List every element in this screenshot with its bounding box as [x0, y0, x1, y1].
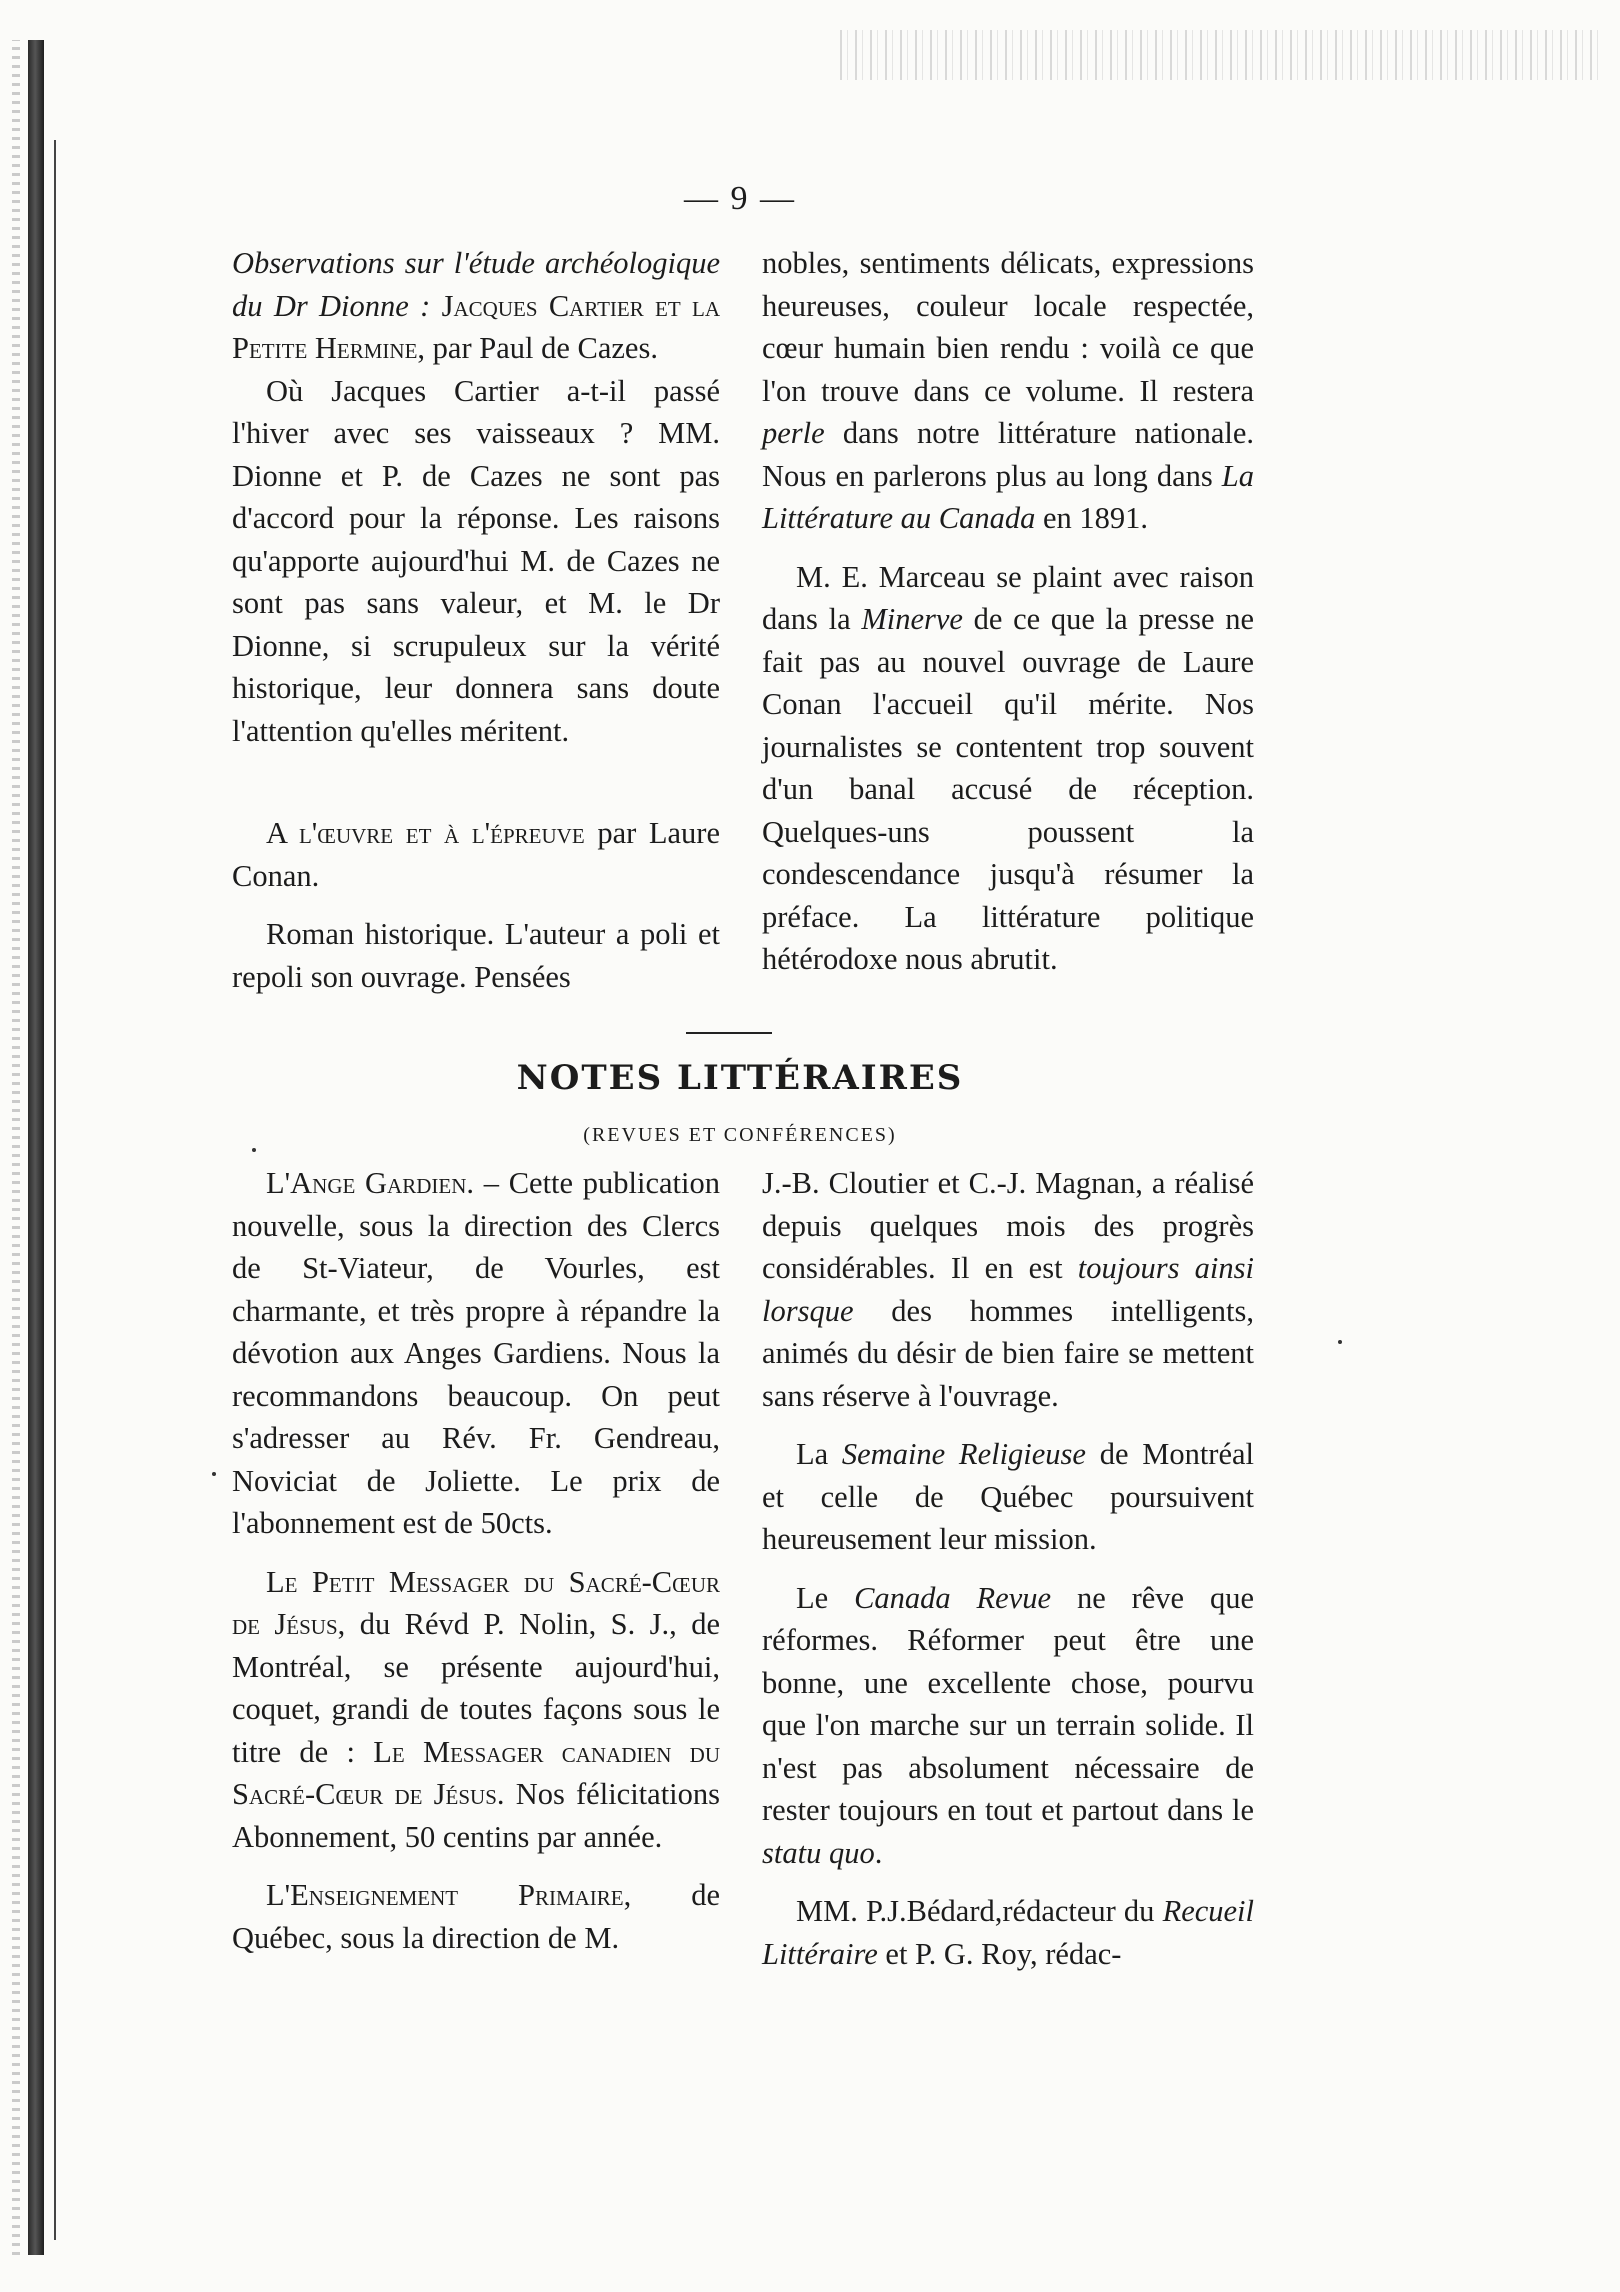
text-run: et P. G. Roy, rédac- — [885, 1936, 1122, 1971]
review-title: Observations sur l'étude archéologique du Dr Dionne : — [232, 246, 720, 323]
text-run: de ce que la presse ne fait pas au nouvel ouvrage de Laure Conan l'accueil qu'il mérite. Nos journalistes se contentent trop souvent d'un banal accusé de réception. Quelques-uns poussent la condescendance jusqu'à résumer la préface. La littérature politique hétérodoxe nous abrutit. — [762, 602, 1255, 976]
column-bottom-left — [232, 1162, 720, 1959]
text-run: Le — [796, 1580, 829, 1615]
italic-run: Recueil Littéraire — [762, 1894, 1255, 1971]
column-top-left — [232, 242, 720, 998]
book-body-continued — [762, 242, 1254, 540]
column-bottom-right — [762, 1162, 1254, 1975]
publication-name: Le Petit Messager du Sacré-Cœur de Jésus, — [232, 1564, 720, 1641]
page-number: — 9 — — [684, 180, 796, 217]
italic-run: perle — [762, 416, 825, 450]
scan-noise — [840, 30, 1600, 80]
publication-name: L'Enseignement Primaire, — [266, 1878, 632, 1912]
text-run: ne rêve que réformes. Réformer peut être une bonne, une excellente chose, pourvu que l'on marche sur un terrain solide. Il n'est pas absolument nécessaire de rester toujours en tout et partout dans le — [762, 1580, 1255, 1827]
ink-speck — [252, 1148, 256, 1152]
marceau-paragraph — [762, 556, 1254, 981]
review-heading — [232, 242, 720, 370]
text-run: J.-B. Cloutier et C.-J. Magnan, a réalisé depuis quelques mois des progrès considérables. Il en est — [762, 1166, 1254, 1285]
ange-gardien-paragraph — [232, 1162, 720, 1545]
book-binding-edge — [28, 40, 44, 2255]
text-run: M. E. Marceau se plaint avec raison dans la — [762, 559, 1254, 636]
text-run: La — [796, 1437, 829, 1471]
text-run: en 1891. — [1043, 501, 1149, 535]
italic-run: statu quo — [762, 1835, 875, 1870]
text-run: – Cette publication nouvelle, sous la direction des Clercs de St-Viateur, de Vourles, est charmante, et très propre à répandre la dévotion aux Anges Gardiens. Nous la recommandons beaucoup. On peut s'adresser au Rév. Fr. Gendreau, Noviciat de Joliette. Le prix de l'abonnement est de 50cts. — [232, 1166, 720, 1540]
publication-name: L'Ange Gardien. — [266, 1166, 475, 1200]
section-title: NOTES LITTÉRAIRES — [516, 1058, 964, 1098]
text-run: des hommes intelligents, animés du désir de bien faire se mettent sans réserve à l'ouvrage. — [762, 1293, 1254, 1413]
section-subtitle: (REVUES ET CONFÉRENCES) — [583, 1124, 897, 1146]
italic-run: Semaine Religieuse — [841, 1437, 1086, 1471]
messager-paragraph — [232, 1561, 720, 1859]
book-author: par Laure Conan. — [232, 816, 720, 893]
text-run: de Montréal et celle de Québec poursuivent heureusement leur mission. — [762, 1437, 1254, 1556]
text-run: MM. P.J.Bédard,rédacteur du — [796, 1894, 1155, 1928]
ink-speck — [1338, 1340, 1342, 1344]
text-run: . — [874, 1835, 883, 1870]
text-run: de Québec, sous la direction de M. — [232, 1878, 720, 1955]
publication-name: Le Messager canadien du Sacré-Cœur de Jésus. — [232, 1734, 720, 1811]
review-author: par Paul de Cazes. — [432, 331, 658, 365]
book-title: A l'œuvre et à l'épreuve — [266, 816, 585, 850]
text-run: Nos félicitations Abonnement, 50 centins par année. — [232, 1777, 721, 1854]
book-heading — [232, 812, 720, 897]
italic-run: toujours ainsi lorsque — [762, 1251, 1254, 1328]
review-subject: Jacques Cartier et la Petite Hermine, — [232, 288, 721, 365]
semaine-paragraph — [762, 1433, 1254, 1561]
bedard-paragraph — [762, 1890, 1254, 1975]
italic-run: La Littérature au Canada — [762, 458, 1255, 535]
book-body: Roman historique. L'auteur a poli et repoli son ouvrage. Pensées — [232, 917, 720, 994]
column-top-right — [762, 242, 1254, 981]
canada-revue-paragraph — [762, 1577, 1254, 1875]
enseignement-paragraph — [232, 1874, 720, 1959]
ink-speck — [212, 1472, 216, 1476]
text-run: nobles, sentiments délicats, expressions heureuses, couleur locale respectée, cœur humain bien rendu : voilà ce que l'on trouve dans ce volume. Il restera — [762, 246, 1254, 408]
text-run: dans notre littérature nationale. Nous en parlerons plus au long dans — [762, 416, 1255, 493]
text-run: du Révd P. Nolin, S. J., de Montréal, se présente aujourd'hui, coquet, grandi de toutes façons sous le titre de : — [232, 1607, 721, 1769]
section-divider — [686, 1032, 772, 1034]
enseignement-continued — [762, 1162, 1254, 1417]
italic-run: Canada Revue — [854, 1580, 1052, 1615]
italic-run: Minerve — [861, 602, 963, 636]
review-body: Où Jacques Cartier a-t-il passé l'hiver avec ses vaisseaux ? MM. Dionne et P. de Cazes ne sont pas d'accord pour la réponse. Les raisons qu'apporte aujourd'hui M. de Cazes ne sont pas sans valeur, et M. le Dr Dionne, si scrupuleux sur la vérité historique, leur donnera sans doute l'attention qu'elles méritent. — [232, 373, 720, 748]
